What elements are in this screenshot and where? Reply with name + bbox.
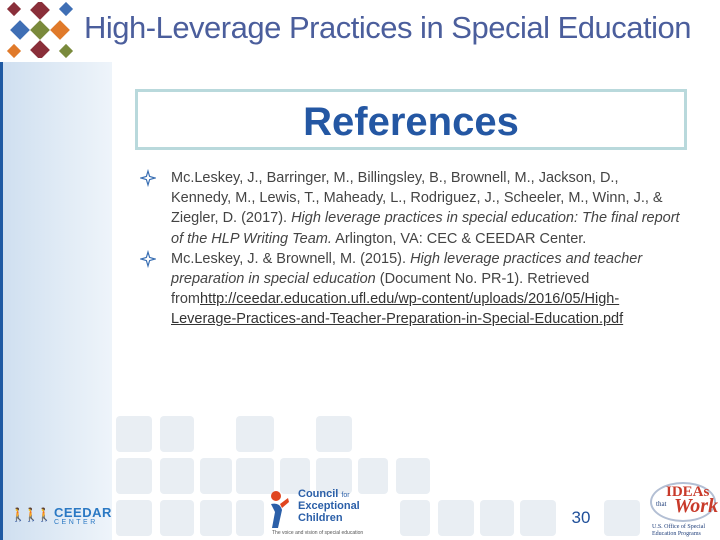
four-point-star-icon	[140, 249, 156, 269]
reference-italic-title: High leverage practices and teacher preparation in special education	[171, 250, 643, 288]
reference-text: Arlington, VA: CEC & CEEDAR Center.	[331, 230, 587, 247]
reference-item	[140, 168, 680, 249]
slide-header	[0, 0, 720, 62]
reference-text: (Document No. PR-1). Retrieved from	[171, 271, 590, 308]
ceedar-sub: CENTER	[54, 519, 98, 526]
ceedar-logo	[6, 502, 112, 532]
idea-title: IDEAs	[666, 484, 710, 500]
title-box	[135, 89, 687, 150]
cec-figure-icon	[268, 490, 290, 530]
left-decorative-stripe	[0, 62, 112, 540]
idea-that: that	[656, 500, 667, 508]
reference-text: Mc.Leskey, J. & Brownell, M. (2015).	[171, 250, 411, 267]
hlp-logo-icon	[2, 2, 78, 58]
reference-text: Mc.Leskey, J., Barringer, M., Billingsley, B., Brownell, M., Jackson, D., Kennedy, M., Lewis, T., Maheady, L., Rodriguez, J., Scheeler, M., Winn, J., & Ziegler, D. (2017).	[171, 170, 663, 227]
reference-item	[140, 249, 680, 330]
cec-tagline: The voice and vision of special education	[272, 530, 364, 536]
references-list	[140, 168, 680, 330]
people-figures-icon: 🚶🚶🚶	[10, 507, 50, 522]
reference-italic-title: High leverage practices in special education: The final report of the HLP Writing Team.	[171, 210, 680, 247]
four-point-star-icon	[140, 168, 156, 188]
header-title: High-Leverage Practices in Special Education	[84, 10, 691, 45]
cec-line3: Children	[298, 512, 343, 524]
ideas-that-work-logo	[648, 480, 718, 538]
cec-line2: Exceptional	[298, 500, 360, 512]
slide-title: References	[303, 100, 519, 144]
cec-line1: Council for	[298, 488, 350, 500]
reference-link[interactable]: http://ceedar.education.ufl.edu/wp-content/uploads/2016/05/High-Leverage-Practices-and-Teacher-Preparation-in-Special-Education.pdf	[171, 291, 624, 328]
idea-sub: U.S. Office of Special Education Programs	[652, 524, 706, 537]
idea-work: Work	[674, 495, 719, 517]
ceedar-name: CEEDAR	[54, 505, 112, 520]
cec-logo	[268, 488, 392, 538]
page-number: 30	[564, 504, 598, 532]
